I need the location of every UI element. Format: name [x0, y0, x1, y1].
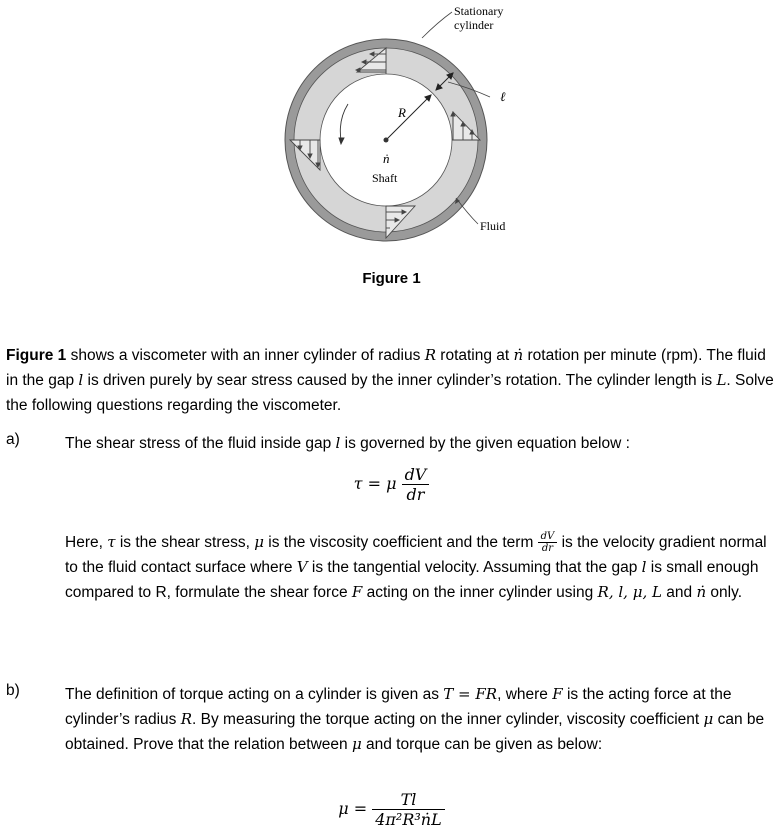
intro-paragraph: Figure 1 shows a viscometer with an inner cylinder of radius R rotating at ṅ rotation per minute (rpm). The fluid in the gap l is driven purely by sear stress caused by the inner cylinder’s rotation. The cylinder length is L. Solve the following questions regarding the viscometer. — [6, 346, 774, 414]
center-dot — [384, 138, 389, 143]
question-b-label: b) — [6, 682, 20, 699]
figure-caption: Figure 1 — [362, 270, 421, 287]
shaft-label: Shaft — [372, 171, 398, 185]
question-b-body: The definition of torque acting on a cylinder is given as T = FR, where F is the acting force at the cylinder’s radius R. By measuring the torque acting on the inner cylinder, viscosity coefficient μ can be obtained. Prove that the relation between μ and torque can be given as below: — [65, 685, 765, 753]
viscometer-diagram — [270, 0, 530, 250]
fluid-label: Fluid — [480, 219, 506, 233]
viscosity-torque-equation: μ = $\frac{Tl}{\text{4π²R³ṅL}}$ — [0, 790, 783, 829]
fluid-leader-line — [456, 198, 478, 224]
speed-label: ṅ — [383, 151, 390, 166]
question-a-intro: The shear stress of the fluid inside gap l is governed by the given equation below : — [65, 434, 630, 452]
question-a-body: Here, τ is the shear stress, μ is the viscosity coefficient and the term $\frac{dV}{dr}$ is the velocity gradient normal to the fluid contact surface where V is the tangential velocity. Assuming that the gap l is small enough compared to R, formulate the shear force F acting on the inner cylinder using R, l, μ, L and ṅ only. — [65, 531, 767, 601]
viscosity-fraction: $\frac{Tl}{\text{4π²R³ṅL}}$ — [372, 790, 445, 829]
figure-reference: Figure 1 — [6, 347, 67, 364]
stationary-label: Stationary — [454, 4, 504, 18]
stationary-leader-line — [422, 12, 452, 38]
question-a-label: a) — [6, 431, 20, 448]
radius-label: R — [398, 105, 406, 120]
cylinder-label: cylinder — [454, 18, 494, 32]
velocity-gradient-fraction: $\frac{dV}{dr}$ — [402, 465, 430, 504]
inline-gradient-fraction: $\frac{dV}{dr}$ — [538, 531, 558, 554]
gap-label: ℓ — [500, 89, 506, 104]
shear-stress-equation: τ = μ $\frac{dV}{dr}$ — [0, 465, 783, 504]
viscometer-figure — [270, 0, 530, 250]
